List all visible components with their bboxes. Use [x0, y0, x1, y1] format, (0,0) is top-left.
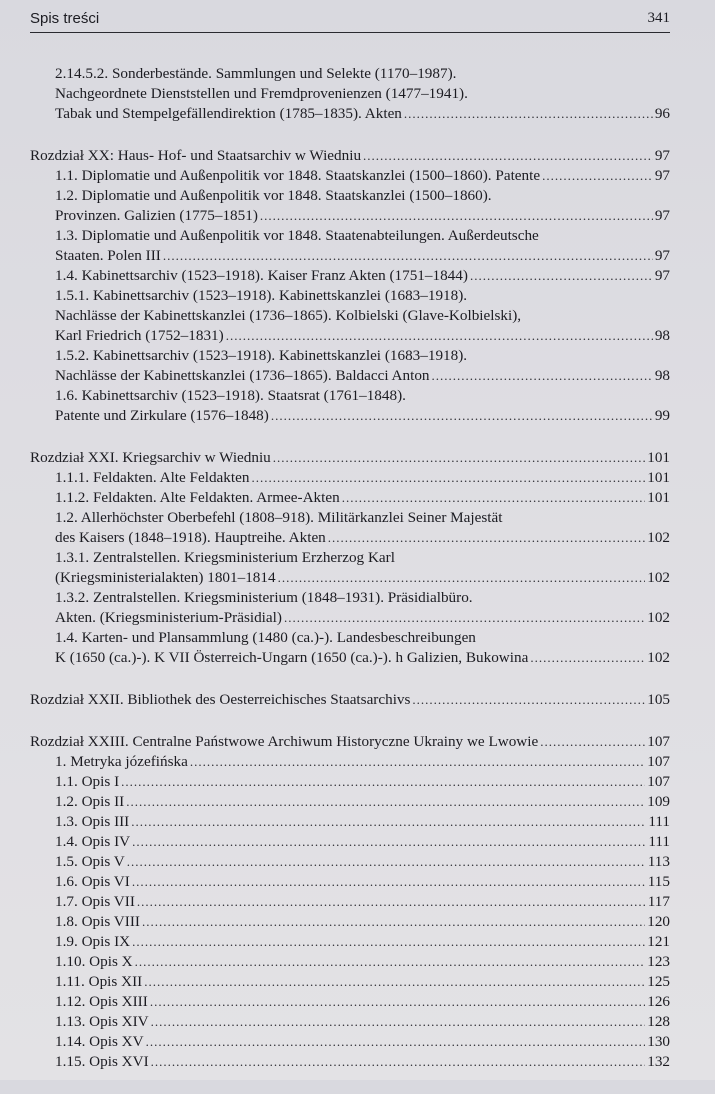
toc-entry: [30, 992, 670, 1012]
toc-entry-title: (Kriegsministerialakten) 1801–1814: [55, 569, 276, 586]
toc-chapter-entry: [30, 448, 670, 468]
dot-leader: [342, 488, 646, 508]
dot-leader: [226, 326, 653, 346]
toc-entry-title: 1.12. Opis XIII: [55, 993, 148, 1010]
toc-entry-page: 97: [654, 147, 670, 164]
toc-entry-page: 101: [647, 489, 670, 506]
toc-entry-page: 107: [647, 733, 670, 750]
toc-entry-page: 107: [647, 753, 670, 770]
toc-entry-title: Tabak und Stempelgefällendirektion (1785–1835). Akten: [55, 105, 402, 122]
dot-leader: [251, 468, 645, 488]
toc-entry: [30, 104, 670, 124]
toc-entry: [30, 166, 670, 186]
toc-section: [30, 64, 670, 124]
toc-entry: [30, 366, 670, 386]
toc-entry: [30, 892, 670, 912]
toc-entry-title: Rozdział XXII. Bibliothek des Oesterreichisches Staatsarchivs: [30, 691, 411, 708]
toc-entry-title: 1.6. Opis VI: [55, 873, 130, 890]
toc-entry-page: 128: [647, 1013, 670, 1030]
toc-entry-title: Karl Friedrich (1752–1831): [55, 327, 224, 344]
toc-entry: [30, 508, 670, 528]
toc-entry-title: 1.4. Opis IV: [55, 833, 131, 850]
dot-leader: [127, 852, 646, 872]
toc-entry-page: 98: [654, 367, 670, 384]
toc-entry: [30, 772, 670, 792]
dot-leader: [151, 1052, 646, 1072]
toc-entry-title: Rozdział XX: Haus- Hof- und Staatsarchiv w Wiedniu: [30, 147, 362, 164]
toc-section: [30, 732, 670, 1072]
toc-chapter-entry: [30, 732, 670, 752]
toc-entry-title: Staaten. Polen III: [55, 247, 161, 264]
toc-entry-title: 1.5.1. Kabinettsarchiv (1523–1918). Kabinettskanzlei (1683–1918).: [55, 287, 468, 304]
toc-entry: [30, 972, 670, 992]
running-header: [30, 6, 670, 33]
toc-entry-title: 1.1. Opis I: [55, 773, 120, 790]
toc-entry-title: Patente und Zirkulare (1576–1848): [55, 407, 269, 424]
toc-entry: [30, 266, 670, 286]
toc-entry-page: 120: [647, 913, 670, 930]
toc-entry: [30, 306, 670, 326]
toc-entry-page: 102: [647, 529, 670, 546]
toc-entry-title: Provinzen. Galizien (1775–1851): [55, 207, 258, 224]
toc-entry: [30, 568, 670, 588]
toc-entry: [30, 792, 670, 812]
toc-entry: [30, 246, 670, 266]
toc-entry-title: 1. Metryka józefińska: [55, 753, 188, 770]
toc-entry: [30, 1032, 670, 1052]
toc-entry-title: 1.9. Opis IX: [55, 933, 131, 950]
toc-entry-title: 1.15. Opis XVI: [55, 1053, 149, 1070]
toc-entry-title: 1.3.2. Zentralstellen. Kriegsministerium (1848–1931). Präsidialbüro.: [55, 589, 473, 606]
dot-leader: [470, 266, 653, 286]
dot-leader: [412, 690, 645, 710]
toc-entry: [30, 832, 670, 852]
toc-entry-page: 99: [654, 407, 670, 424]
toc-entry-page: 102: [647, 609, 670, 626]
table-of-contents: [30, 64, 670, 1094]
dot-leader: [542, 166, 653, 186]
dot-leader: [278, 568, 646, 588]
dot-leader: [328, 528, 645, 548]
toc-entry-page: 123: [647, 953, 670, 970]
toc-entry: [30, 468, 670, 488]
toc-entry: [30, 84, 670, 104]
toc-entry-title: 1.5. Opis V: [55, 853, 125, 870]
toc-entry-title: 1.2. Diplomatie und Außenpolitik vor 1848. Staatskanzlei (1500–1860).: [55, 187, 492, 204]
toc-entry-title: 1.4. Kabinettsarchiv (1523–1918). Kaiser Franz Akten (1751–1844): [55, 267, 468, 284]
toc-entry: [30, 752, 670, 772]
dot-leader: [190, 752, 645, 772]
toc-entry-title: 1.1.1. Feldakten. Alte Feldakten: [55, 469, 250, 486]
toc-entry: [30, 488, 670, 508]
toc-entry-title: 1.3. Diplomatie und Außenpolitik vor 1848. Staatenabteilungen. Außerdeutsche: [55, 227, 539, 244]
toc-entry-title: des Kaisers (1848–1918). Hauptreihe. Akten: [55, 529, 326, 546]
dot-leader: [132, 932, 645, 952]
toc-entry-page: 121: [647, 933, 670, 950]
dot-leader: [273, 448, 645, 468]
dot-leader: [132, 832, 646, 852]
toc-entry-page: 102: [647, 649, 670, 666]
toc-entry-page: 105: [647, 691, 670, 708]
toc-entry: [30, 406, 670, 426]
toc-entry: [30, 186, 670, 206]
toc-entry-page: 96: [654, 105, 670, 122]
toc-entry-page: 109: [647, 793, 670, 810]
toc-entry-page: 115: [647, 873, 670, 890]
toc-entry-title: Rozdział XXI. Kriegsarchiv w Wiedniu: [30, 449, 271, 466]
toc-section: [30, 690, 670, 710]
toc-entry-page: 101: [647, 449, 670, 466]
dot-leader: [135, 952, 646, 972]
toc-entry-title: K (1650 (ca.)-). K VII Österreich-Ungarn (1650 (ca.)-). h Galizien, Bukowina: [55, 649, 529, 666]
toc-entry-title: 1.7. Opis VII: [55, 893, 135, 910]
toc-entry: [30, 528, 670, 548]
toc-entry-page: 117: [647, 893, 670, 910]
toc-section: [30, 146, 670, 426]
dot-leader: [137, 892, 646, 912]
toc-entry-title: 1.14. Opis XV: [55, 1033, 144, 1050]
dot-leader: [363, 146, 653, 166]
toc-entry-page: 111: [648, 813, 670, 830]
dot-leader: [132, 872, 646, 892]
toc-entry: [30, 588, 670, 608]
toc-entry-title: Nachgeordnete Dienststellen und Fremdprovenienzen (1477–1941).: [55, 85, 468, 102]
dot-leader: [404, 104, 653, 124]
toc-entry: [30, 346, 670, 366]
toc-entry: [30, 952, 670, 972]
toc-entry-title: 2.14.5.2. Sonderbestände. Sammlungen und Selekte (1170–1987).: [55, 65, 457, 82]
toc-entry: [30, 852, 670, 872]
toc-entry-page: 132: [647, 1053, 670, 1070]
toc-chapter-entry: [30, 690, 670, 710]
toc-entry-title: 1.11. Opis XII: [55, 973, 143, 990]
toc-entry: [30, 226, 670, 246]
toc-entry-page: 97: [654, 267, 670, 284]
dot-leader: [142, 912, 645, 932]
toc-entry: [30, 912, 670, 932]
toc-entry: [30, 932, 670, 952]
toc-entry-title: Nachlässe der Kabinettskanzlei (1736–1865). Kolbielski (Glave-Kolbielski),: [55, 307, 522, 324]
toc-entry: [30, 1012, 670, 1032]
dot-leader: [126, 792, 645, 812]
toc-entry-title: Rozdział XXIII. Centralne Państwowe Archiwum Historyczne Ukrainy we Lwowie: [30, 733, 539, 750]
toc-entry-title: 1.2. Allerhöchster Oberbefehl (1808–918). Militärkanzlei Seiner Majestät: [55, 509, 503, 526]
dot-leader: [260, 206, 653, 226]
toc-section: [30, 448, 670, 668]
toc-entry: [30, 326, 670, 346]
toc-entry: [30, 628, 670, 648]
toc-entry-title: 1.4. Karten- und Plansammlung (1480 (ca.)-). Landesbeschreibungen: [55, 629, 476, 646]
toc-entry-title: 1.5.2. Kabinettsarchiv (1523–1918). Kabinettskanzlei (1683–1918).: [55, 347, 468, 364]
toc-entry-title: 1.6. Kabinettsarchiv (1523–1918). Staatsrat (1761–1848).: [55, 387, 406, 404]
dot-leader: [163, 246, 653, 266]
toc-entry-title: 1.3. Opis III: [55, 813, 130, 830]
toc-entry: [30, 206, 670, 226]
toc-entry-title: 1.10. Opis X: [55, 953, 133, 970]
toc-chapter-entry: [30, 146, 670, 166]
toc-entry-title: 1.2. Opis II: [55, 793, 125, 810]
toc-entry: [30, 386, 670, 406]
toc-entry: [30, 1052, 670, 1072]
toc-entry-title: 1.13. Opis XIV: [55, 1013, 149, 1030]
toc-entry-title: Nachlässe der Kabinettskanzlei (1736–1865). Baldacci Anton: [55, 367, 430, 384]
toc-entry-page: 102: [647, 569, 670, 586]
toc-entry-title: 1.1.2. Feldakten. Alte Feldakten. Armee-Akten: [55, 489, 340, 506]
toc-entry-title: Akten. (Kriegsministerium-Präsidial): [55, 609, 282, 626]
dot-leader: [150, 992, 645, 1012]
toc-entry-page: 111: [648, 833, 670, 850]
toc-entry: [30, 608, 670, 628]
toc-entry-title: 1.3.1. Zentralstellen. Kriegsministerium Erzherzog Karl: [55, 549, 395, 566]
dot-leader: [271, 406, 653, 426]
dot-leader: [530, 648, 645, 668]
toc-entry: [30, 872, 670, 892]
toc-entry-page: 126: [647, 993, 670, 1010]
toc-entry-title: 1.8. Opis VIII: [55, 913, 140, 930]
toc-entry: [30, 648, 670, 668]
toc-entry-page: 101: [647, 469, 670, 486]
dot-leader: [151, 1012, 646, 1032]
toc-entry-page: 130: [647, 1033, 670, 1050]
toc-entry: [30, 286, 670, 306]
dot-leader: [146, 1032, 646, 1052]
toc-entry: [30, 812, 670, 832]
toc-entry: [30, 64, 670, 84]
dot-leader: [432, 366, 653, 386]
dot-leader: [540, 732, 645, 752]
toc-entry-page: 97: [654, 167, 670, 184]
dot-leader: [144, 972, 645, 992]
toc-entry-page: 113: [647, 853, 670, 870]
toc-entry-title: 1.1. Diplomatie und Außenpolitik vor 1848. Staatskanzlei (1500–1860). Patente: [55, 167, 541, 184]
toc-entry-page: 98: [654, 327, 670, 344]
toc-entry-page: 125: [647, 973, 670, 990]
toc-entry-page: 97: [654, 207, 670, 224]
header-title: Spis treści: [30, 10, 100, 27]
dot-leader: [284, 608, 645, 628]
dot-leader: [131, 812, 646, 832]
toc-entry-page: 97: [654, 247, 670, 264]
header-page-number: 341: [647, 10, 670, 26]
toc-entry: [30, 548, 670, 568]
toc-entry-page: 107: [647, 773, 670, 790]
dot-leader: [121, 772, 645, 792]
